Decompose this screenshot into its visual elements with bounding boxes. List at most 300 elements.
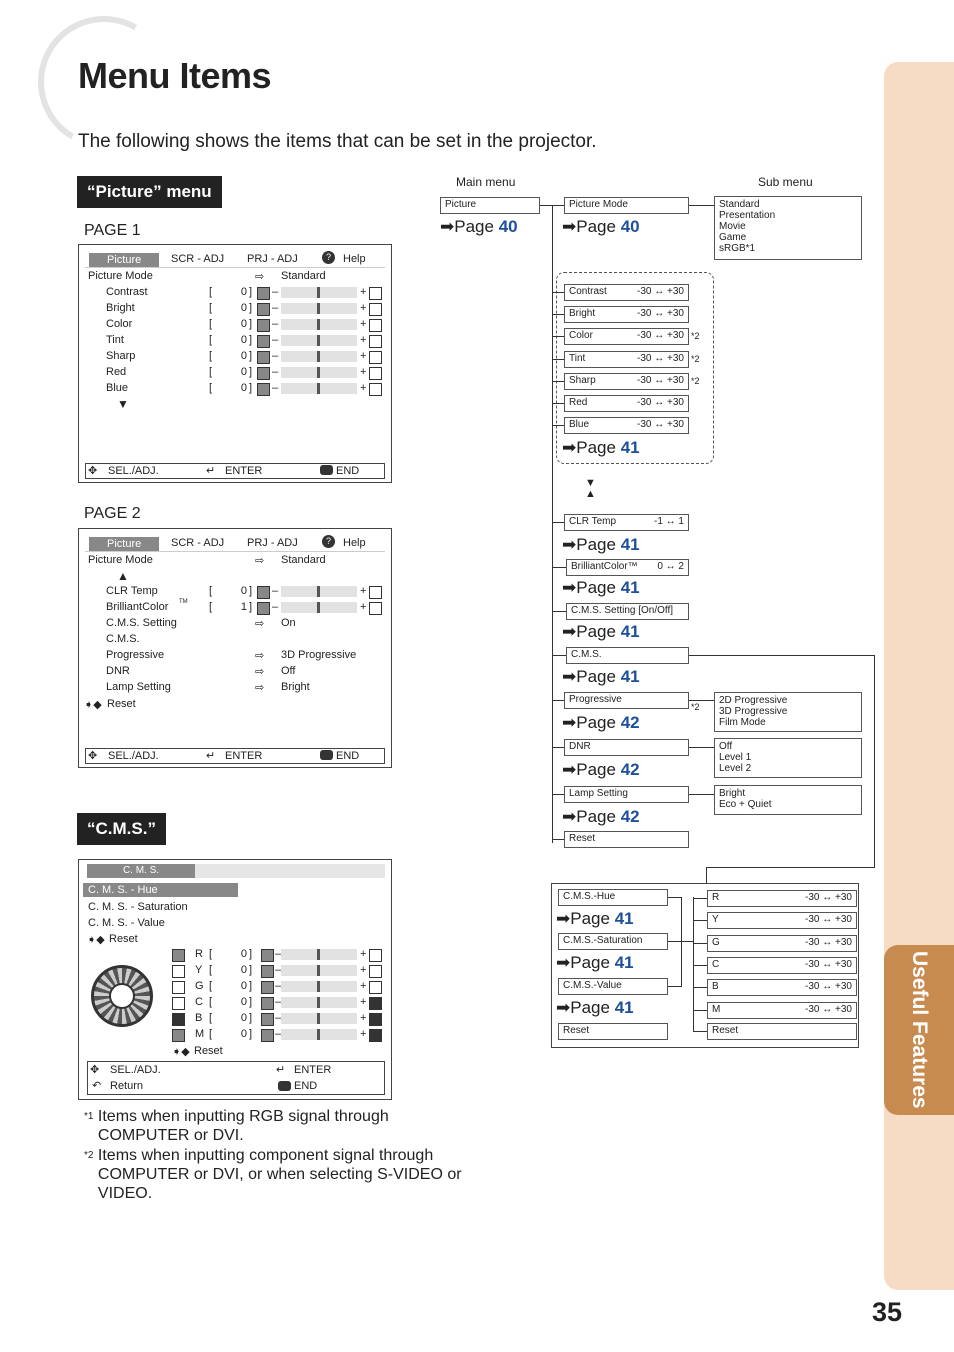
minus-sign: – bbox=[275, 1012, 282, 1024]
page-arrow-icon: ➡ bbox=[562, 713, 577, 732]
connector bbox=[693, 920, 707, 921]
plus-sign: + bbox=[360, 318, 367, 330]
connector bbox=[552, 522, 564, 523]
plus-sign: + bbox=[360, 964, 367, 976]
arrow-icon: ⇨ bbox=[255, 666, 265, 678]
adjust-item-label: BrilliantColor bbox=[106, 601, 169, 613]
flow-item-range: -30 ↔ +30 bbox=[637, 286, 684, 297]
cms-reset-item[interactable]: Reset bbox=[109, 933, 138, 945]
bracket-open: [ bbox=[209, 996, 213, 1008]
channel-swatch-icon bbox=[172, 965, 185, 978]
flow-item-range: -30 ↔ +30 bbox=[637, 419, 684, 431]
page-ref: ➡Page 40 bbox=[440, 217, 518, 236]
end-icon bbox=[320, 465, 333, 475]
page-ref: ➡Page 41 bbox=[562, 622, 640, 641]
flow-dnr: DNR bbox=[564, 739, 689, 756]
connector bbox=[706, 867, 875, 868]
flow-item-note: *2 bbox=[691, 375, 700, 386]
footer-enter: ENTER bbox=[294, 1064, 332, 1076]
picture-mode-value[interactable]: Standard bbox=[281, 554, 326, 566]
bracket-open: [ bbox=[209, 366, 213, 378]
minus-sign: – bbox=[272, 382, 279, 394]
tab-prj-adj[interactable]: PRJ - ADJ bbox=[247, 253, 298, 265]
adjust-item-label: Tint bbox=[106, 334, 124, 346]
plus-swatch-icon bbox=[369, 1029, 382, 1042]
channel-value: 0 bbox=[240, 1012, 247, 1024]
adjust-slider[interactable] bbox=[281, 335, 357, 346]
minus-sign: – bbox=[272, 601, 279, 613]
minus-sign: – bbox=[272, 318, 279, 330]
picture-mode-value[interactable]: Standard bbox=[281, 270, 326, 282]
bracket-open: [ bbox=[209, 318, 213, 330]
connector bbox=[693, 943, 707, 944]
channel-value: 0 bbox=[240, 948, 247, 960]
flow-item-name: B bbox=[712, 981, 719, 993]
progressive-options: 2D Progressive 3D Progressive Film Mode bbox=[714, 692, 862, 732]
connector bbox=[552, 700, 564, 701]
tab-scr-adj[interactable]: SCR - ADJ bbox=[171, 253, 225, 265]
bracket-open: [ bbox=[209, 350, 213, 362]
connector bbox=[693, 987, 707, 988]
connector bbox=[706, 867, 707, 884]
plus-sign: + bbox=[360, 980, 367, 992]
slider-handle[interactable] bbox=[317, 602, 320, 613]
flow-cms-value: C.M.S.-Value bbox=[558, 978, 668, 995]
bracket-open: [ bbox=[209, 382, 213, 394]
sel-adj-icon: ✥ bbox=[88, 750, 98, 762]
bracket-close: ] bbox=[249, 964, 253, 976]
connector bbox=[681, 941, 693, 942]
minus-swatch-icon bbox=[261, 1029, 274, 1042]
menu-item-value[interactable]: 3D Progressive bbox=[281, 649, 357, 661]
minus-swatch-icon bbox=[257, 586, 270, 599]
picture-menu-page2 bbox=[78, 528, 392, 768]
menu-header bbox=[85, 535, 385, 552]
page-arrow-icon: ➡ bbox=[562, 760, 577, 779]
page-ref: ➡Page 41 bbox=[562, 535, 640, 554]
side-tab-label: Useful Features bbox=[908, 951, 931, 1109]
plus-swatch-icon bbox=[369, 351, 382, 364]
enter-icon: ↵ bbox=[206, 465, 216, 477]
bracket-open: [ bbox=[209, 601, 213, 613]
adjust-value: 0 bbox=[240, 382, 247, 394]
adjust-value: 0 bbox=[240, 350, 247, 362]
adjust-slider[interactable] bbox=[281, 351, 357, 362]
menu-item-value[interactable]: Off bbox=[281, 665, 296, 677]
connector bbox=[689, 747, 714, 748]
channel-slider[interactable] bbox=[281, 997, 357, 1008]
bracket-close: ] bbox=[249, 996, 253, 1008]
connector bbox=[693, 1031, 707, 1032]
flow-adjust-item bbox=[564, 284, 689, 301]
picture-mode-label: Picture Mode bbox=[88, 554, 153, 566]
plus-sign: + bbox=[360, 334, 367, 346]
page-arrow-icon: ➡ bbox=[562, 578, 577, 597]
flow-item-name: C bbox=[712, 958, 720, 970]
bracket-open: [ bbox=[209, 334, 213, 346]
tab-picture[interactable]: Picture bbox=[89, 537, 159, 551]
page2-label: PAGE 2 bbox=[84, 505, 141, 522]
minus-swatch-icon bbox=[257, 383, 270, 396]
flow-item-range: -30 ↔ +30 bbox=[637, 308, 684, 320]
slider-handle[interactable] bbox=[317, 383, 320, 394]
cms-menu bbox=[78, 859, 392, 1100]
connector bbox=[681, 897, 682, 987]
plus-swatch-icon bbox=[369, 997, 382, 1010]
enter-icon: ↵ bbox=[206, 750, 216, 762]
footnote-1: $^{*1}$ Items when inputting RGB signal through COMPUTER or DVI. bbox=[84, 1108, 389, 1144]
flow-cms: C.M.S. bbox=[566, 647, 689, 664]
flow-reset: Reset bbox=[564, 831, 689, 848]
flow-item-range: -30 ↔ +30 bbox=[637, 374, 684, 386]
channel-value: 0 bbox=[240, 1028, 247, 1040]
connector bbox=[552, 381, 564, 382]
slider-handle[interactable] bbox=[317, 303, 320, 314]
bracket-close: ] bbox=[249, 1028, 253, 1040]
plus-swatch-icon bbox=[369, 383, 382, 396]
bracket-close: ] bbox=[249, 302, 253, 314]
minus-swatch-icon bbox=[257, 303, 270, 316]
adjust-value: 0 bbox=[240, 585, 247, 597]
page-arrow-icon: ➡ bbox=[562, 622, 577, 641]
page-ref: ➡Page 40 bbox=[562, 217, 640, 236]
flow-cms-color bbox=[707, 1002, 857, 1019]
menu-footer bbox=[85, 463, 385, 479]
minus-sign: – bbox=[275, 964, 282, 976]
footer-sel: SEL./ADJ. bbox=[110, 1064, 161, 1076]
adjust-slider[interactable] bbox=[281, 602, 357, 613]
slider-handle[interactable] bbox=[317, 335, 320, 346]
cms-saturation-item[interactable]: C. M. S. - Saturation bbox=[88, 901, 188, 913]
minus-swatch-icon bbox=[257, 287, 270, 300]
flow-item-name: Blue bbox=[569, 419, 590, 431]
main-menu-heading: Main menu bbox=[456, 175, 516, 189]
page-arrow-icon: ➡ bbox=[562, 535, 577, 554]
adjust-item-label: Blue bbox=[106, 382, 129, 394]
slider-handle[interactable] bbox=[317, 1013, 320, 1024]
cms-value-item[interactable]: C. M. S. - Value bbox=[88, 917, 165, 929]
flow-item-name: Bright bbox=[569, 308, 596, 320]
page-ref: ➡Page 42 bbox=[562, 807, 640, 826]
slider-handle[interactable] bbox=[317, 997, 320, 1008]
plus-swatch-icon bbox=[369, 287, 382, 300]
cms-header bbox=[87, 864, 385, 878]
flow-item-range: -30 ↔ +30 bbox=[805, 981, 852, 993]
channel-swatch-icon bbox=[172, 1013, 185, 1026]
arrow-icon: ⇨ bbox=[255, 555, 265, 567]
connector bbox=[668, 986, 681, 987]
adjust-slider[interactable] bbox=[281, 586, 357, 597]
flow-item-range: -30 ↔ +30 bbox=[805, 936, 852, 948]
flow-cms-color bbox=[707, 890, 857, 907]
flow-item-name: Red bbox=[569, 397, 588, 408]
minus-swatch-icon bbox=[257, 367, 270, 380]
plus-sign: + bbox=[360, 585, 367, 597]
plus-sign: + bbox=[360, 601, 367, 613]
flow-item-range: -30 ↔ +30 bbox=[805, 914, 852, 926]
footer-enter: ENTER bbox=[225, 750, 263, 762]
tm-mark: TM bbox=[179, 599, 188, 605]
flow-item-name: M bbox=[712, 1003, 721, 1015]
channel-slider[interactable] bbox=[281, 949, 357, 960]
tab-picture[interactable]: Picture bbox=[89, 253, 159, 267]
flow-clr-temp: CLR Temp -1 ↔ 1 bbox=[564, 514, 689, 531]
plus-sign: + bbox=[360, 382, 367, 394]
plus-swatch-icon bbox=[369, 602, 382, 615]
bracket-open: [ bbox=[209, 964, 213, 976]
menu-item-label: DNR bbox=[106, 665, 130, 677]
connector bbox=[693, 898, 707, 899]
help-icon: ? bbox=[322, 251, 335, 264]
tab-scr-adj[interactable]: SCR - ADJ bbox=[171, 537, 225, 549]
flow-item-name: R bbox=[712, 892, 720, 903]
flow-cms-color bbox=[707, 957, 857, 974]
footer-enter: ENTER bbox=[225, 465, 263, 477]
plus-sign: + bbox=[360, 1012, 367, 1024]
footer-end: END bbox=[336, 465, 360, 477]
channel-value: 0 bbox=[240, 996, 247, 1008]
adjust-slider[interactable] bbox=[281, 383, 357, 394]
flow-adjust-item bbox=[564, 417, 689, 434]
minus-sign: – bbox=[275, 948, 282, 960]
adjust-slider[interactable] bbox=[281, 367, 357, 378]
bracket-close: ] bbox=[249, 350, 253, 362]
reset-arrows-icon: ➧◆ bbox=[87, 934, 105, 946]
menu-item-label: Lamp Setting bbox=[106, 681, 171, 693]
slider-handle[interactable] bbox=[317, 287, 320, 298]
flow-adjust-item bbox=[564, 328, 689, 345]
channel-name: B bbox=[195, 1012, 203, 1024]
channel-slider[interactable] bbox=[281, 981, 357, 992]
plus-swatch-icon bbox=[369, 1013, 382, 1026]
flow-adjust-item bbox=[564, 306, 689, 323]
plus-swatch-icon bbox=[369, 981, 382, 994]
scroll-arrows-icon: ▼ ▲ bbox=[585, 477, 596, 500]
cms-label: “C.M.S.” bbox=[77, 813, 166, 845]
flow-item-range: -30 ↔ +30 bbox=[637, 330, 684, 342]
adjust-item-label: Color bbox=[106, 318, 133, 330]
plus-sign: + bbox=[360, 302, 367, 314]
lamp-options: Bright Eco + Quiet bbox=[714, 785, 862, 815]
scroll-down-icon[interactable]: ▼ bbox=[117, 397, 129, 411]
channel-name: Y bbox=[195, 964, 203, 976]
cms-hue-item[interactable]: C. M. S. - Hue bbox=[83, 883, 238, 897]
arrow-icon: ⇨ bbox=[255, 682, 265, 694]
plus-swatch-icon bbox=[369, 319, 382, 332]
connector bbox=[693, 965, 707, 966]
flow-cms-hue: C.M.S.-Hue bbox=[558, 889, 668, 906]
connector bbox=[552, 655, 566, 656]
minus-swatch-icon bbox=[257, 602, 270, 615]
minus-sign: – bbox=[275, 980, 282, 992]
progressive-note: *2 bbox=[691, 702, 700, 712]
minus-sign: – bbox=[272, 585, 279, 597]
plus-sign: + bbox=[360, 996, 367, 1008]
adjust-value: 0 bbox=[240, 318, 247, 330]
bracket-open: [ bbox=[209, 286, 213, 298]
channel-name: M bbox=[195, 1028, 205, 1040]
return-icon: ↶ bbox=[92, 1080, 102, 1092]
sel-adj-icon: ✥ bbox=[90, 1064, 100, 1076]
plus-swatch-icon bbox=[369, 965, 382, 978]
flow-progressive: Progressive bbox=[564, 692, 689, 709]
connector bbox=[552, 567, 566, 568]
footer-end: END bbox=[294, 1080, 318, 1092]
page-ref: ➡Page 42 bbox=[562, 713, 640, 732]
channel-swatch-icon bbox=[172, 949, 185, 962]
flow-item-name: Tint bbox=[569, 352, 586, 364]
menu-item-label: Progressive bbox=[106, 649, 165, 661]
picture-menu-label: “Picture” menu bbox=[77, 176, 222, 208]
enter-icon: ↵ bbox=[276, 1064, 286, 1076]
slider-handle[interactable] bbox=[317, 586, 320, 597]
cms-channel-reset[interactable]: Reset bbox=[194, 1045, 223, 1057]
plus-sign: + bbox=[360, 1028, 367, 1040]
flow-adjust-item bbox=[564, 351, 689, 368]
adjust-item-label: Bright bbox=[106, 302, 135, 314]
menu-item-label: C.M.S. Setting bbox=[106, 617, 177, 629]
page-arrow-icon: ➡ bbox=[556, 953, 571, 972]
slider-handle[interactable] bbox=[317, 351, 320, 362]
adjust-value: 0 bbox=[240, 334, 247, 346]
page-ref: ➡Page 42 bbox=[562, 760, 640, 779]
connector bbox=[689, 205, 714, 206]
flow-cms-color bbox=[707, 912, 857, 929]
page-arrow-icon: ➡ bbox=[562, 667, 577, 686]
connector bbox=[552, 839, 564, 840]
end-icon bbox=[320, 750, 333, 760]
page-ref: ➡Page 41 bbox=[556, 909, 634, 928]
plus-swatch-icon bbox=[369, 586, 382, 599]
tab-help[interactable]: Help bbox=[343, 253, 366, 265]
slider-handle[interactable] bbox=[317, 1029, 320, 1040]
channel-value: 0 bbox=[240, 980, 247, 992]
bracket-open: [ bbox=[209, 1012, 213, 1024]
arrow-icon: ⇨ bbox=[255, 650, 265, 662]
slider-handle[interactable] bbox=[317, 367, 320, 378]
plus-swatch-icon bbox=[369, 949, 382, 962]
page-ref: ➡Page 41 bbox=[556, 998, 634, 1017]
end-icon bbox=[278, 1081, 291, 1091]
reset-arrows-icon: ➧◆ bbox=[84, 699, 102, 711]
tab-prj-adj[interactable]: PRJ - ADJ bbox=[247, 537, 298, 549]
plus-swatch-icon bbox=[369, 335, 382, 348]
menu-item-value[interactable]: Bright bbox=[281, 681, 310, 693]
bracket-open: [ bbox=[209, 1028, 213, 1040]
intro-text: The following shows the items that can be set in the projector. bbox=[78, 131, 597, 152]
flow-item-note: *2 bbox=[691, 353, 700, 364]
bracket-close: ] bbox=[249, 585, 253, 597]
adjust-slider[interactable] bbox=[281, 287, 357, 298]
page-ref: ➡Page 41 bbox=[562, 438, 640, 457]
adjust-value: 1 bbox=[240, 601, 247, 613]
slider-handle[interactable] bbox=[317, 965, 320, 976]
adjust-value: 0 bbox=[240, 366, 247, 378]
flow-cms-setting: C.M.S. Setting [On/Off] bbox=[566, 603, 689, 620]
channel-slider[interactable] bbox=[281, 1013, 357, 1024]
connector bbox=[874, 655, 875, 868]
channel-swatch-icon bbox=[172, 981, 185, 994]
dnr-options: Off Level 1 Level 2 bbox=[714, 738, 862, 778]
connector bbox=[668, 941, 681, 942]
sel-adj-icon: ✥ bbox=[88, 465, 98, 477]
channel-slider[interactable] bbox=[281, 1029, 357, 1040]
connector bbox=[552, 336, 564, 337]
menu-item-value[interactable]: On bbox=[281, 617, 296, 629]
adjust-item-label: Red bbox=[106, 366, 127, 378]
minus-sign: – bbox=[275, 996, 282, 1008]
plus-sign: + bbox=[360, 350, 367, 362]
footer-return: Return bbox=[110, 1080, 144, 1092]
flow-brilliantcolor: BrilliantColor™ 0 ↔ 2 bbox=[566, 559, 689, 576]
slider-handle[interactable] bbox=[317, 319, 320, 330]
flow-item-name: Contrast bbox=[569, 286, 607, 297]
connector bbox=[668, 897, 681, 898]
bracket-open: [ bbox=[209, 948, 213, 960]
channel-swatch-icon bbox=[172, 1029, 185, 1042]
cms-title: C. M. S. bbox=[87, 864, 195, 878]
page-number: 35 bbox=[872, 1297, 903, 1327]
flow-cms-color bbox=[707, 935, 857, 952]
page-arrow-icon: ➡ bbox=[440, 217, 455, 236]
channel-slider[interactable] bbox=[281, 965, 357, 976]
flow-picture: Picture bbox=[440, 197, 540, 214]
adjust-item-label: Contrast bbox=[106, 286, 148, 298]
page-arrow-icon: ➡ bbox=[562, 807, 577, 826]
flow-item-range: -30 ↔ +30 bbox=[637, 352, 684, 364]
slider-handle[interactable] bbox=[317, 949, 320, 960]
connector bbox=[552, 747, 564, 748]
plus-sign: + bbox=[360, 948, 367, 960]
tab-help[interactable]: Help bbox=[343, 537, 366, 549]
minus-swatch-icon bbox=[257, 335, 270, 348]
flow-item-name: Y bbox=[712, 914, 719, 926]
bracket-close: ] bbox=[249, 318, 253, 330]
slider-handle[interactable] bbox=[317, 981, 320, 992]
bracket-close: ] bbox=[249, 601, 253, 613]
adjust-item-label: Sharp bbox=[106, 350, 136, 362]
page-ref: ➡Page 41 bbox=[562, 578, 640, 597]
help-icon: ? bbox=[322, 535, 335, 548]
adjust-slider[interactable] bbox=[281, 319, 357, 330]
adjust-slider[interactable] bbox=[281, 303, 357, 314]
flow-adjust-item bbox=[564, 395, 689, 412]
footer-sel: SEL./ADJ. bbox=[108, 750, 159, 762]
bracket-close: ] bbox=[249, 948, 253, 960]
flow-item-range: -30 ↔ +30 bbox=[805, 1003, 852, 1015]
minus-swatch-icon bbox=[261, 965, 274, 978]
minus-sign: – bbox=[272, 302, 279, 314]
page-title: Menu Items bbox=[78, 55, 272, 96]
reset-arrows-icon: ➧◆ bbox=[172, 1046, 190, 1058]
scroll-up-icon[interactable]: ▲ bbox=[117, 569, 129, 583]
flow-adjust-item bbox=[564, 373, 689, 390]
connector bbox=[552, 794, 564, 795]
reset-item[interactable]: Reset bbox=[107, 698, 136, 710]
channel-name: R bbox=[195, 948, 203, 960]
page-arrow-icon: ➡ bbox=[562, 217, 577, 236]
picture-mode-options: Standard Presentation Movie Game sRGB*1 bbox=[714, 196, 862, 260]
arrow-icon: ⇨ bbox=[255, 618, 265, 630]
flow-item-range: -30 ↔ +30 bbox=[637, 397, 684, 408]
minus-swatch-icon bbox=[257, 351, 270, 364]
menu-footer bbox=[85, 748, 385, 764]
minus-sign: – bbox=[275, 1028, 282, 1040]
plus-swatch-icon bbox=[369, 367, 382, 380]
minus-swatch-icon bbox=[261, 981, 274, 994]
flow-picture-mode: Picture Mode bbox=[564, 197, 689, 214]
channel-name: C bbox=[195, 996, 203, 1008]
